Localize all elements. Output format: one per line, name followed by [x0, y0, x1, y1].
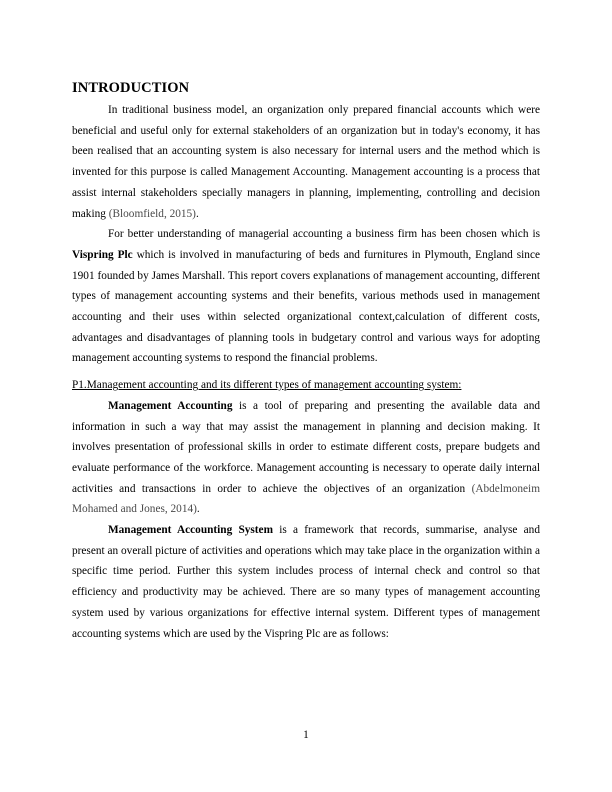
management-accounting-term: Management Accounting [108, 399, 233, 412]
page-number: 1 [303, 729, 309, 741]
section-heading-p1: P1.Management accounting and its different types of management accounting system: [72, 379, 462, 392]
intro-paragraph-2-start: For better understanding of managerial accounting a business firm has been chosen which is [108, 228, 540, 241]
intro-paragraph-1 [72, 100, 540, 224]
citation-abdelmoneim: (Abdelmoneim Mohamed and Jones, 2014) [72, 482, 540, 516]
citation-bloomfield: (Bloomfield, 2015) [108, 207, 196, 220]
management-accounting-system-paragraph [72, 520, 540, 644]
company-name: Vispring Plc [72, 248, 133, 261]
management-accounting-end: . [196, 503, 200, 516]
intro-paragraph-2-rest: which is involved in manufacturing of beds and furnitures in Plymouth, England since 1901 founded by James Marshall. This report covers explanations of management accounting, different types of management accounting systems and their benefits, various methods used in management accounting and their uses within selected organizational context,calculation of different costs, advantages and disadvantages of planning tools in budgetary control and various ways for adopting management accounting systems to respond the financial problems. [72, 248, 540, 365]
management-accounting-paragraph [72, 396, 540, 520]
management-accounting-system-term: Management Accounting System [108, 524, 273, 537]
management-accounting-system-text: is a framework that records, summarise, analyse and present an overall picture of activities and operations which may take place in the organization within a specific time period. Further this system includes process of internal check and control so that efficiency and productivity may be achieved. There are so many types of management accounting system used by various organizations for effective internal system. Different types of management accounting systems which are used by the Vispring Plc are as follows: [72, 524, 540, 640]
management-accounting-text: is a tool of preparing and presenting the available data and information in such a way that may assist the management in planning and decision making. It involves presentation of professional skills in order to estimate different costs, prepare budgets and evaluate performance of the workforce. Management accounting is necessary to operate daily internal activities and transactions in order to achieve the objectives of an organization [72, 399, 540, 495]
introduction-heading: INTRODUCTION [72, 80, 190, 96]
intro-paragraph-1-text: In traditional business model, an organization only prepared financial accounts which were beneficial and useful only for external stakeholders of an organization but in today's economy, it has been realised that an accounting system is also necessary for internal users and the method which is invented for this purpose is called Management Accounting. Management accounting is a process that assist internal stakeholders specially managers in planning, implementing, controlling and decision making [72, 104, 540, 220]
intro-paragraph-2 [72, 224, 540, 369]
intro-paragraph-1-end: . [195, 207, 199, 220]
page-content [72, 78, 540, 644]
